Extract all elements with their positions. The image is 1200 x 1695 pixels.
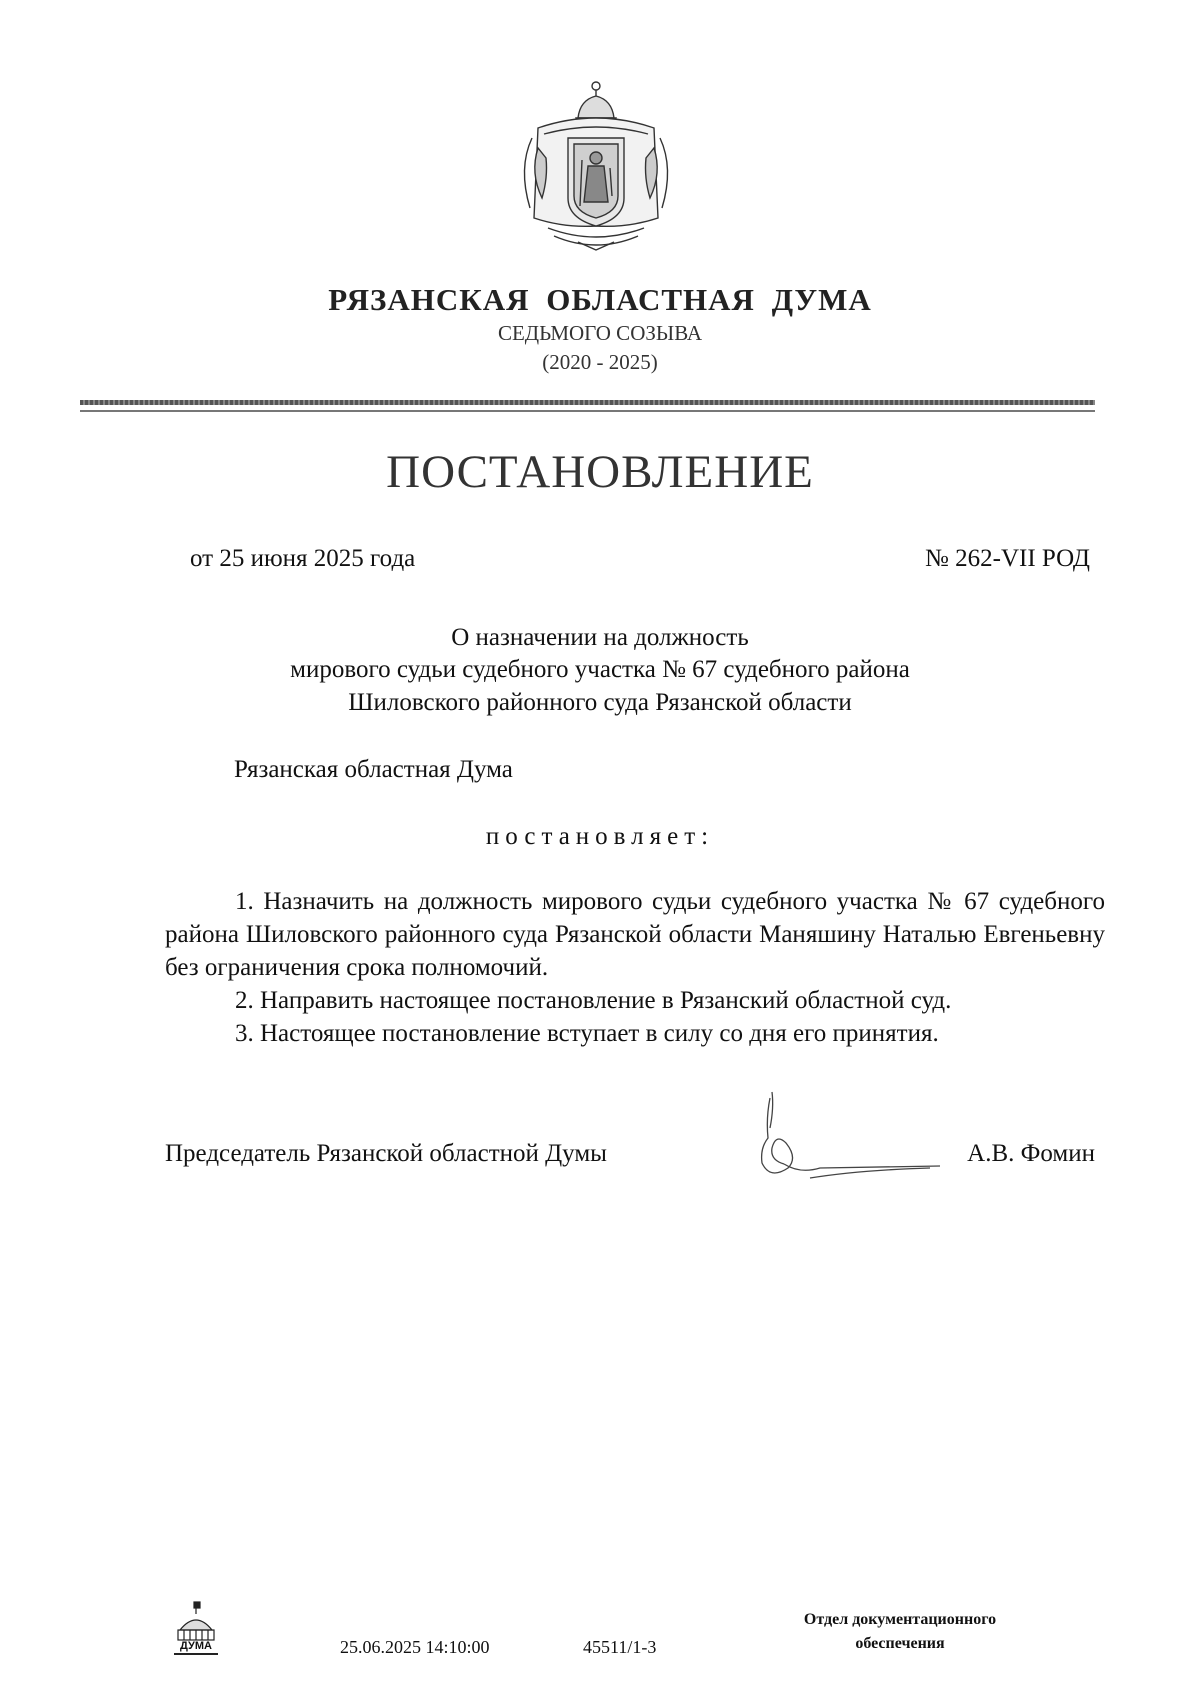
duma-logo-text: ДУМА [180,1640,212,1652]
header-divider [80,400,1095,405]
body-intro: Рязанская областная Дума [234,756,513,783]
term-years: (2020 - 2025) [542,350,658,374]
department-line: Отдел документационного [803,1611,997,1628]
organization-name: РЯЗАНСКАЯ ОБЛАСТНАЯ ДУМА [328,282,872,317]
document-type-title: ПОСТАНОВЛЕНИЕ [386,446,814,498]
resolution-item: 1. Назначить на должность мирового судьи судебного участка № 67 судебного района Шиловского районного суда Рязанской области Маняшину Наталью Евгеньевну без ограничения срока полномочий. [165,888,1105,981]
duma-building-logo-icon [170,1600,222,1656]
resolution-items [165,885,1105,1050]
footer-datetime: 25.06.2025 14:10:00 [340,1637,490,1657]
subject-line: Шиловского районного суда Рязанской области [348,689,852,716]
signatory-title: Председатель Рязанской областной Думы [165,1140,607,1167]
footer-department [750,1608,1050,1656]
department-line: обеспечения [855,1635,945,1652]
document-number: № 262-VII РОД [925,545,1090,572]
footer-registration-number: 45511/1-3 [583,1637,657,1657]
resolution-item: 2. Направить настоящее постановление в Рязанский областной суд. [235,987,952,1014]
document-date: от 25 июня 2025 года [190,545,416,572]
subject-line: мирового судьи судебного участка № 67 судебного района [290,656,910,683]
resolution-item: 3. Настоящее постановление вступает в силу со дня его принятия. [235,1020,939,1047]
resolves-word: постановляет: [485,823,715,850]
handwritten-signature [740,1088,950,1188]
signatory-name: А.В. Фомин [967,1140,1095,1167]
header-divider-thin [80,410,1095,412]
coat-of-arms-emblem-icon [508,78,684,256]
convocation-label: СЕДЬМОГО СОЗЫВА [497,321,703,345]
subject-line: О назначении на должность [451,624,749,651]
